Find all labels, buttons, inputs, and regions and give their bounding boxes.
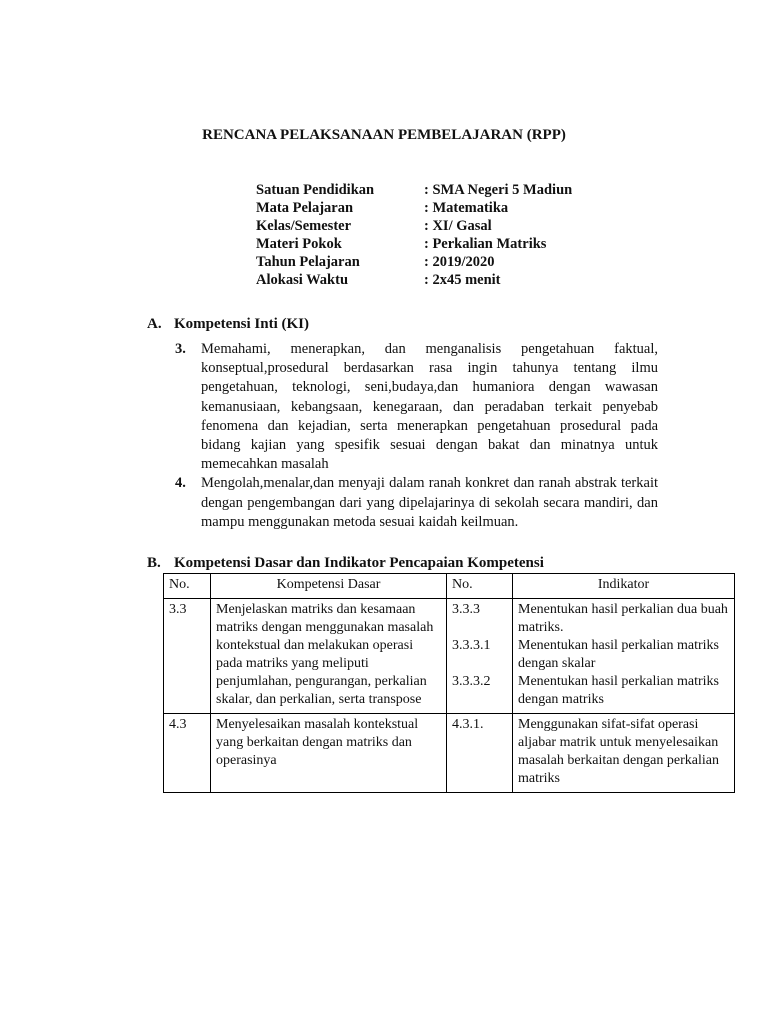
indicator-number: 3.3.3.1 xyxy=(452,638,491,653)
meta-label: Materi Pokok xyxy=(256,236,342,252)
table-cell-indikator xyxy=(513,714,735,793)
column-header: No. xyxy=(447,574,513,599)
table-cell-kd: Menjelaskan matriks dan kesamaan matriks dengan menggunakan masalah kontekstual dan melakukan operasi pada matriks yang meliputi penjumlahan, pengurangan, perkalian skalar, dan perkalian, serta transpose xyxy=(211,599,447,714)
indicator-number: 4.3.1. xyxy=(452,717,484,732)
table-row xyxy=(164,599,735,714)
list-item xyxy=(175,340,658,474)
meta-value: : 2x45 menit xyxy=(424,272,501,288)
meta-value: : 2019/2020 xyxy=(424,254,495,270)
section-a-heading xyxy=(147,316,309,333)
meta-value: : SMA Negeri 5 Madiun xyxy=(424,182,573,198)
meta-row xyxy=(256,253,572,271)
indicator-text: Menentukan hasil perkalian matriks dengan matriks xyxy=(518,674,719,707)
list-item xyxy=(175,474,658,532)
kompetensi-inti-list xyxy=(175,340,658,532)
column-header: Indikator xyxy=(513,574,735,599)
meta-label: Tahun Pelajaran xyxy=(256,254,360,270)
meta-row xyxy=(256,271,572,289)
meta-value: : Matematika xyxy=(424,200,509,216)
table-cell-indikator xyxy=(513,599,735,714)
list-item-number: 4. xyxy=(175,475,186,492)
meta-value: : Perkalian Matriks xyxy=(424,236,547,252)
section-title: Kompetensi Inti (KI) xyxy=(174,316,309,332)
section-title: Kompetensi Dasar dan Indikator Pencapaian Kompetensi xyxy=(174,555,544,571)
list-item-text: Mengolah,menalar,dan menyaji dalam ranah konkret dan ranah abstrak terkait dengan pengembangan dari yang dipelajarinya di sekolah secara mandiri, dan mampu menggunakan metoda sesuai kaidah keilmuan. xyxy=(201,475,658,530)
meta-row xyxy=(256,199,572,217)
indicator-text: Menggunakan sifat-sifat operasi aljabar matrik untuk menyelesaikan masalah berkaitan dengan perkalian matriks xyxy=(518,717,719,786)
list-item-number: 3. xyxy=(175,341,186,357)
meta-row xyxy=(256,181,572,199)
indicator-number: 3.3.3.2 xyxy=(452,674,491,689)
meta-label: Mata Pelajaran xyxy=(256,200,354,216)
table-cell-ind-no xyxy=(447,714,513,793)
table-cell-kd: Menyelesaikan masalah kontekstual yang berkaitan dengan matriks dan operasinya xyxy=(211,714,447,793)
meta-label: Alokasi Waktu xyxy=(256,272,349,288)
table-cell-no: 3.3 xyxy=(164,599,211,714)
table-header-row xyxy=(164,574,735,599)
meta-row xyxy=(256,235,572,253)
list-item-text: Memahami, menerapkan, dan menganalisis pengetahuan faktual, konseptual,prosedural berdasarkan rasa ingin tahunya tentang ilmu pengetahuan, teknologi, seni,budaya,dan humaniora dengan wawasan kemanusiaan, kebangsaan, kenegaraan, dan peradaban terkait penyebab fenomena dan kejadian, serta menerapkan pengetahuan prosedural pada bidang kajian yang spesifik sesuai dengan bakat dan minatnya untuk memecahkan masalah xyxy=(201,341,658,473)
table-row xyxy=(164,714,735,793)
meta-row xyxy=(256,217,572,235)
section-letter: B. xyxy=(147,555,161,571)
table-cell-ind-no xyxy=(447,599,513,714)
document-title: RENCANA PELAKSANAAN PEMBELAJARAN (RPP) xyxy=(202,127,566,143)
meta-label: Satuan Pendidikan xyxy=(256,182,375,198)
table-cell-no: 4.3 xyxy=(164,714,211,793)
indicator-text: Menentukan hasil perkalian matriks dengan skalar xyxy=(518,638,719,671)
column-header: Kompetensi Dasar xyxy=(211,574,447,599)
column-header: No. xyxy=(164,574,211,599)
indicator-number: 3.3.3 xyxy=(452,602,480,617)
identity-block xyxy=(256,181,572,289)
meta-value: : XI/ Gasal xyxy=(424,218,492,234)
section-b-heading xyxy=(147,555,544,572)
section-letter: A. xyxy=(147,316,162,332)
indicator-text: Menentukan hasil perkalian dua buah matriks. xyxy=(518,602,728,635)
meta-label: Kelas/Semester xyxy=(256,218,352,234)
kompetensi-table xyxy=(163,573,735,793)
